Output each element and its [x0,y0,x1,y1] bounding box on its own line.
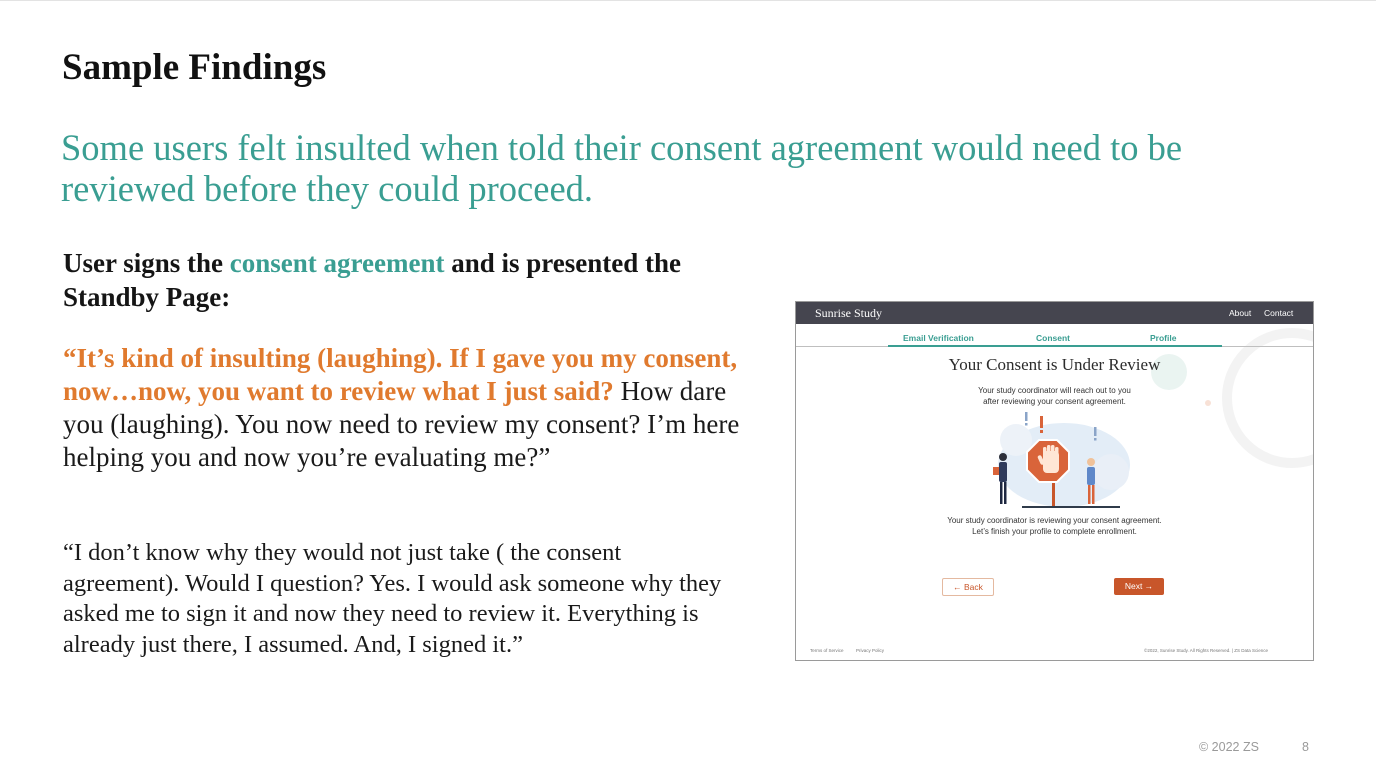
subtitle-line-2: after reviewing your consent agreement. [983,397,1126,406]
back-button[interactable]: ← Back [942,578,994,596]
stop-hand-illustration [976,410,1136,510]
subtitle-line-1: Your study coordinator will reach out to you [978,386,1131,395]
step-profile: Profile [1150,333,1177,343]
step-consent: Consent [1036,333,1070,343]
progress-fill [888,345,1222,347]
next-button[interactable]: Next → [1114,578,1164,595]
footer-terms-link[interactable]: Terms of Service [810,648,844,653]
context-intro [63,246,743,314]
step-email-verification: Email Verification [903,333,974,343]
section-title: Sample Findings [62,47,327,88]
footer-privacy-link[interactable]: Privacy Policy [856,648,885,653]
nav-about-link[interactable]: About [1229,308,1252,318]
intro-prefix: User signs the [63,248,230,278]
navbar [796,302,1313,324]
user-quote-1 [63,342,743,474]
message-line-2: Let’s finish your profile to complete enrollment. [972,527,1137,536]
brand-logo[interactable]: Sunrise Study [815,306,883,320]
slide-page-number: 8 [1302,740,1309,754]
user-quote-2: “I don’t know why they would not just take ( the consent agreement). Would I question? Yes. I would ask someone why they asked me to sign it and now they need to review it. Everything is already just there, I assumed. And, I signed it.” [63,539,722,658]
top-rule [0,0,1376,1]
quote-1-rest: How dare you (laughing). You now need to review my consent? I’m here helping you and now you’re evaluating me?” [63,376,740,472]
standby-page-screenshot [795,301,1314,661]
footer-copyright: ©2022, Sunrise Study. All Rights Reserved. | ZS Data Science [1144,648,1268,653]
quote-1-highlight: “It’s kind of insulting (laughing). If I gave you my consent, now…now, you want to review what I just said? [63,343,738,406]
page-title: Your Consent is Under Review [948,355,1161,374]
finding-headline: Some users felt insulted when told their consent agreement would need to be reviewed before they could proceed. [61,127,1183,209]
intro-highlight: consent agreement [229,248,445,278]
page-subtitle [796,385,1313,407]
intro-suffix: and is presented the Standby Page: [63,248,681,312]
nav-contact-link[interactable]: Contact [1264,308,1294,318]
slide-copyright: © 2022 ZS [1199,740,1259,754]
message-line-1: Your study coordinator is reviewing your consent agreement. [947,516,1162,525]
review-message [796,515,1313,537]
